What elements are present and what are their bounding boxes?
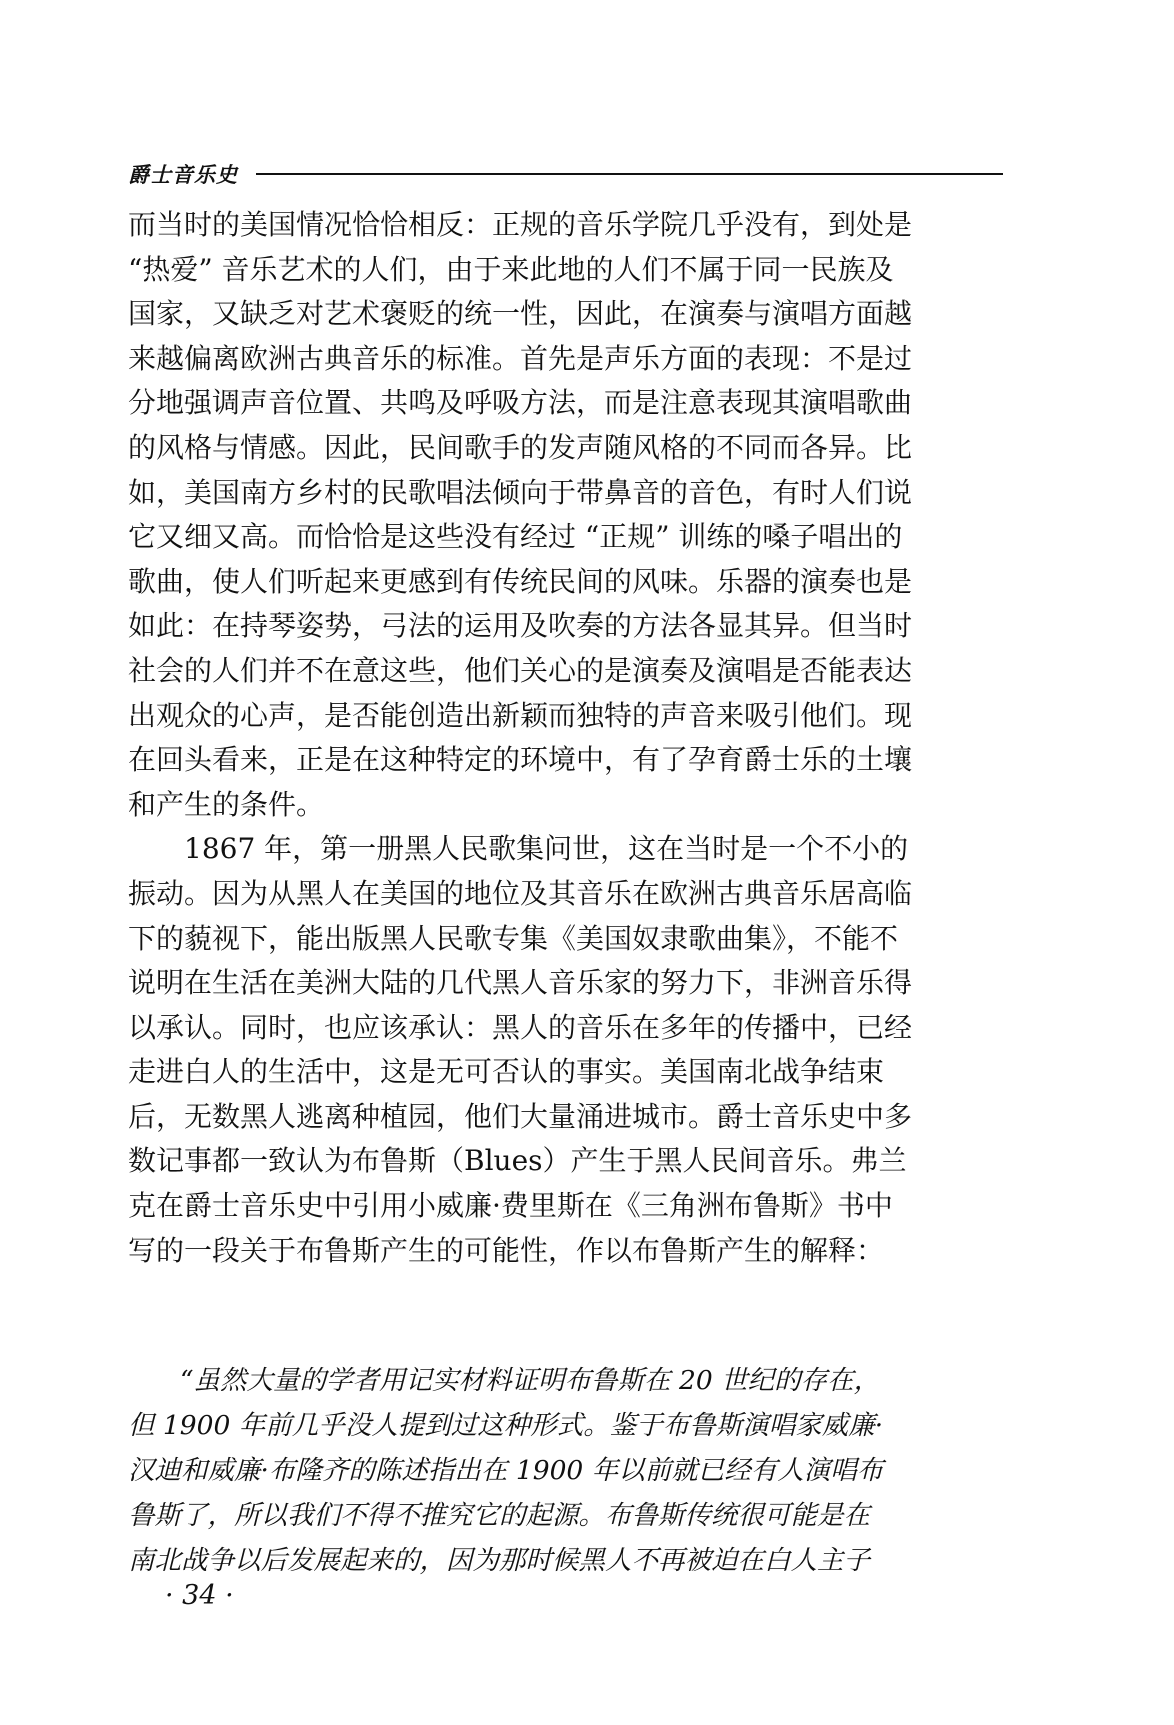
text-line: 说明在生活在美洲大陆的几代黑人音乐家的努力下，非洲音乐得 bbox=[128, 966, 913, 1000]
text-line: 走进白人的生活中，这是无可否认的事实。美国南北战争结束 bbox=[128, 1055, 885, 1089]
quote-line: 但 1900 年前几乎没人提到过这种形式。鉴于布鲁斯演唱家威廉· bbox=[128, 1410, 884, 1441]
header-rule bbox=[256, 173, 1003, 175]
text-line: 它又细又高。而恰恰是这些没有经过 “正规” 训练的嗓子唱出的 bbox=[128, 520, 903, 554]
text-line: 振动。因为从黑人在美国的地位及其音乐在欧洲古典音乐居高临 bbox=[128, 876, 913, 910]
text-line: 下的藐视下，能出版黑人民歌专集《美国奴隶歌曲集》，不能不 bbox=[128, 921, 899, 955]
block-quote bbox=[128, 1358, 1008, 1583]
quote-line: “虽然大量的学者用记实材料证明布鲁斯在 20 世纪的存在， bbox=[180, 1365, 881, 1396]
page-number: · 34 · bbox=[165, 1580, 234, 1611]
book-title: 爵士音乐史 bbox=[128, 162, 238, 187]
quote-line: 南北战争以后发展起来的，因为那时候黑人不再被迫在白人主子 bbox=[128, 1545, 870, 1576]
text-line: 而当时的美国情况恰恰相反：正规的音乐学院几乎没有，到处是 bbox=[128, 208, 913, 241]
text-line: 国家，又缺乏对艺术褒贬的统一性，因此，在演奏与演唱方面越 bbox=[128, 297, 913, 331]
text-line: 社会的人们并不在意这些，他们关心的是演奏及演唱是否能表达 bbox=[128, 653, 913, 687]
text-line: 歌曲，使人们听起来更感到有传统民间的风味。乐器的演奏也是 bbox=[128, 564, 913, 598]
quote-line: 鲁斯了，所以我们不得不推究它的起源。布鲁斯传统很可能是在 bbox=[128, 1500, 870, 1531]
text-line: 如此：在持琴姿势，弓法的运用及吹奏的方法各显其异。但当时 bbox=[128, 609, 913, 643]
running-header bbox=[128, 160, 1003, 188]
text-line: 克在爵士音乐史中引用小威廉·费里斯在《三角洲布鲁斯》书中 bbox=[128, 1189, 893, 1223]
text-line: 出观众的心声，是否能创造出新颖而独特的声音来吸引他们。现 bbox=[128, 698, 913, 732]
text-line: 写的一段关于布鲁斯产生的可能性，作以布鲁斯产生的解释： bbox=[128, 1233, 885, 1267]
quote-line: 汉迪和威廉·布隆齐的陈述指出在 1900 年以前就已经有人演唱布 bbox=[128, 1455, 884, 1486]
text-line: 后，无数黑人逃离种植园，他们大量涌进城市。爵士音乐史中多 bbox=[128, 1099, 913, 1133]
paragraph-start-line: 1867 年，第一册黑人民歌集问世，这在当时是一个不小的 bbox=[184, 832, 909, 866]
text-line: 分地强调声音位置、共鸣及呼吸方法，而是注意表现其演唱歌曲 bbox=[128, 386, 913, 420]
text-line: 以承认。同时，也应该承认：黑人的音乐在多年的传播中，已经 bbox=[128, 1010, 913, 1044]
text-line: 如，美国南方乡村的民歌唱法倾向于带鼻音的音色，有时人们说 bbox=[128, 475, 913, 509]
text-line: 来越偏离欧洲古典音乐的标准。首先是声乐方面的表现：不是过 bbox=[128, 341, 913, 375]
text-line: “热爱” 音乐艺术的人们，由于来此地的人们不属于同一民族及 bbox=[128, 252, 894, 286]
body-text bbox=[128, 203, 1008, 1273]
text-line: 在回头看来，正是在这种特定的环境中，有了孕育爵士乐的土壤 bbox=[128, 743, 913, 777]
text-line: 和产生的条件。 bbox=[128, 787, 325, 821]
text-line: 的风格与情感。因此，民间歌手的发声随风格的不同而各异。比 bbox=[128, 430, 913, 464]
text-line: 数记事都一致认为布鲁斯（Blues）产生于黑人民间音乐。弗兰 bbox=[128, 1144, 907, 1178]
